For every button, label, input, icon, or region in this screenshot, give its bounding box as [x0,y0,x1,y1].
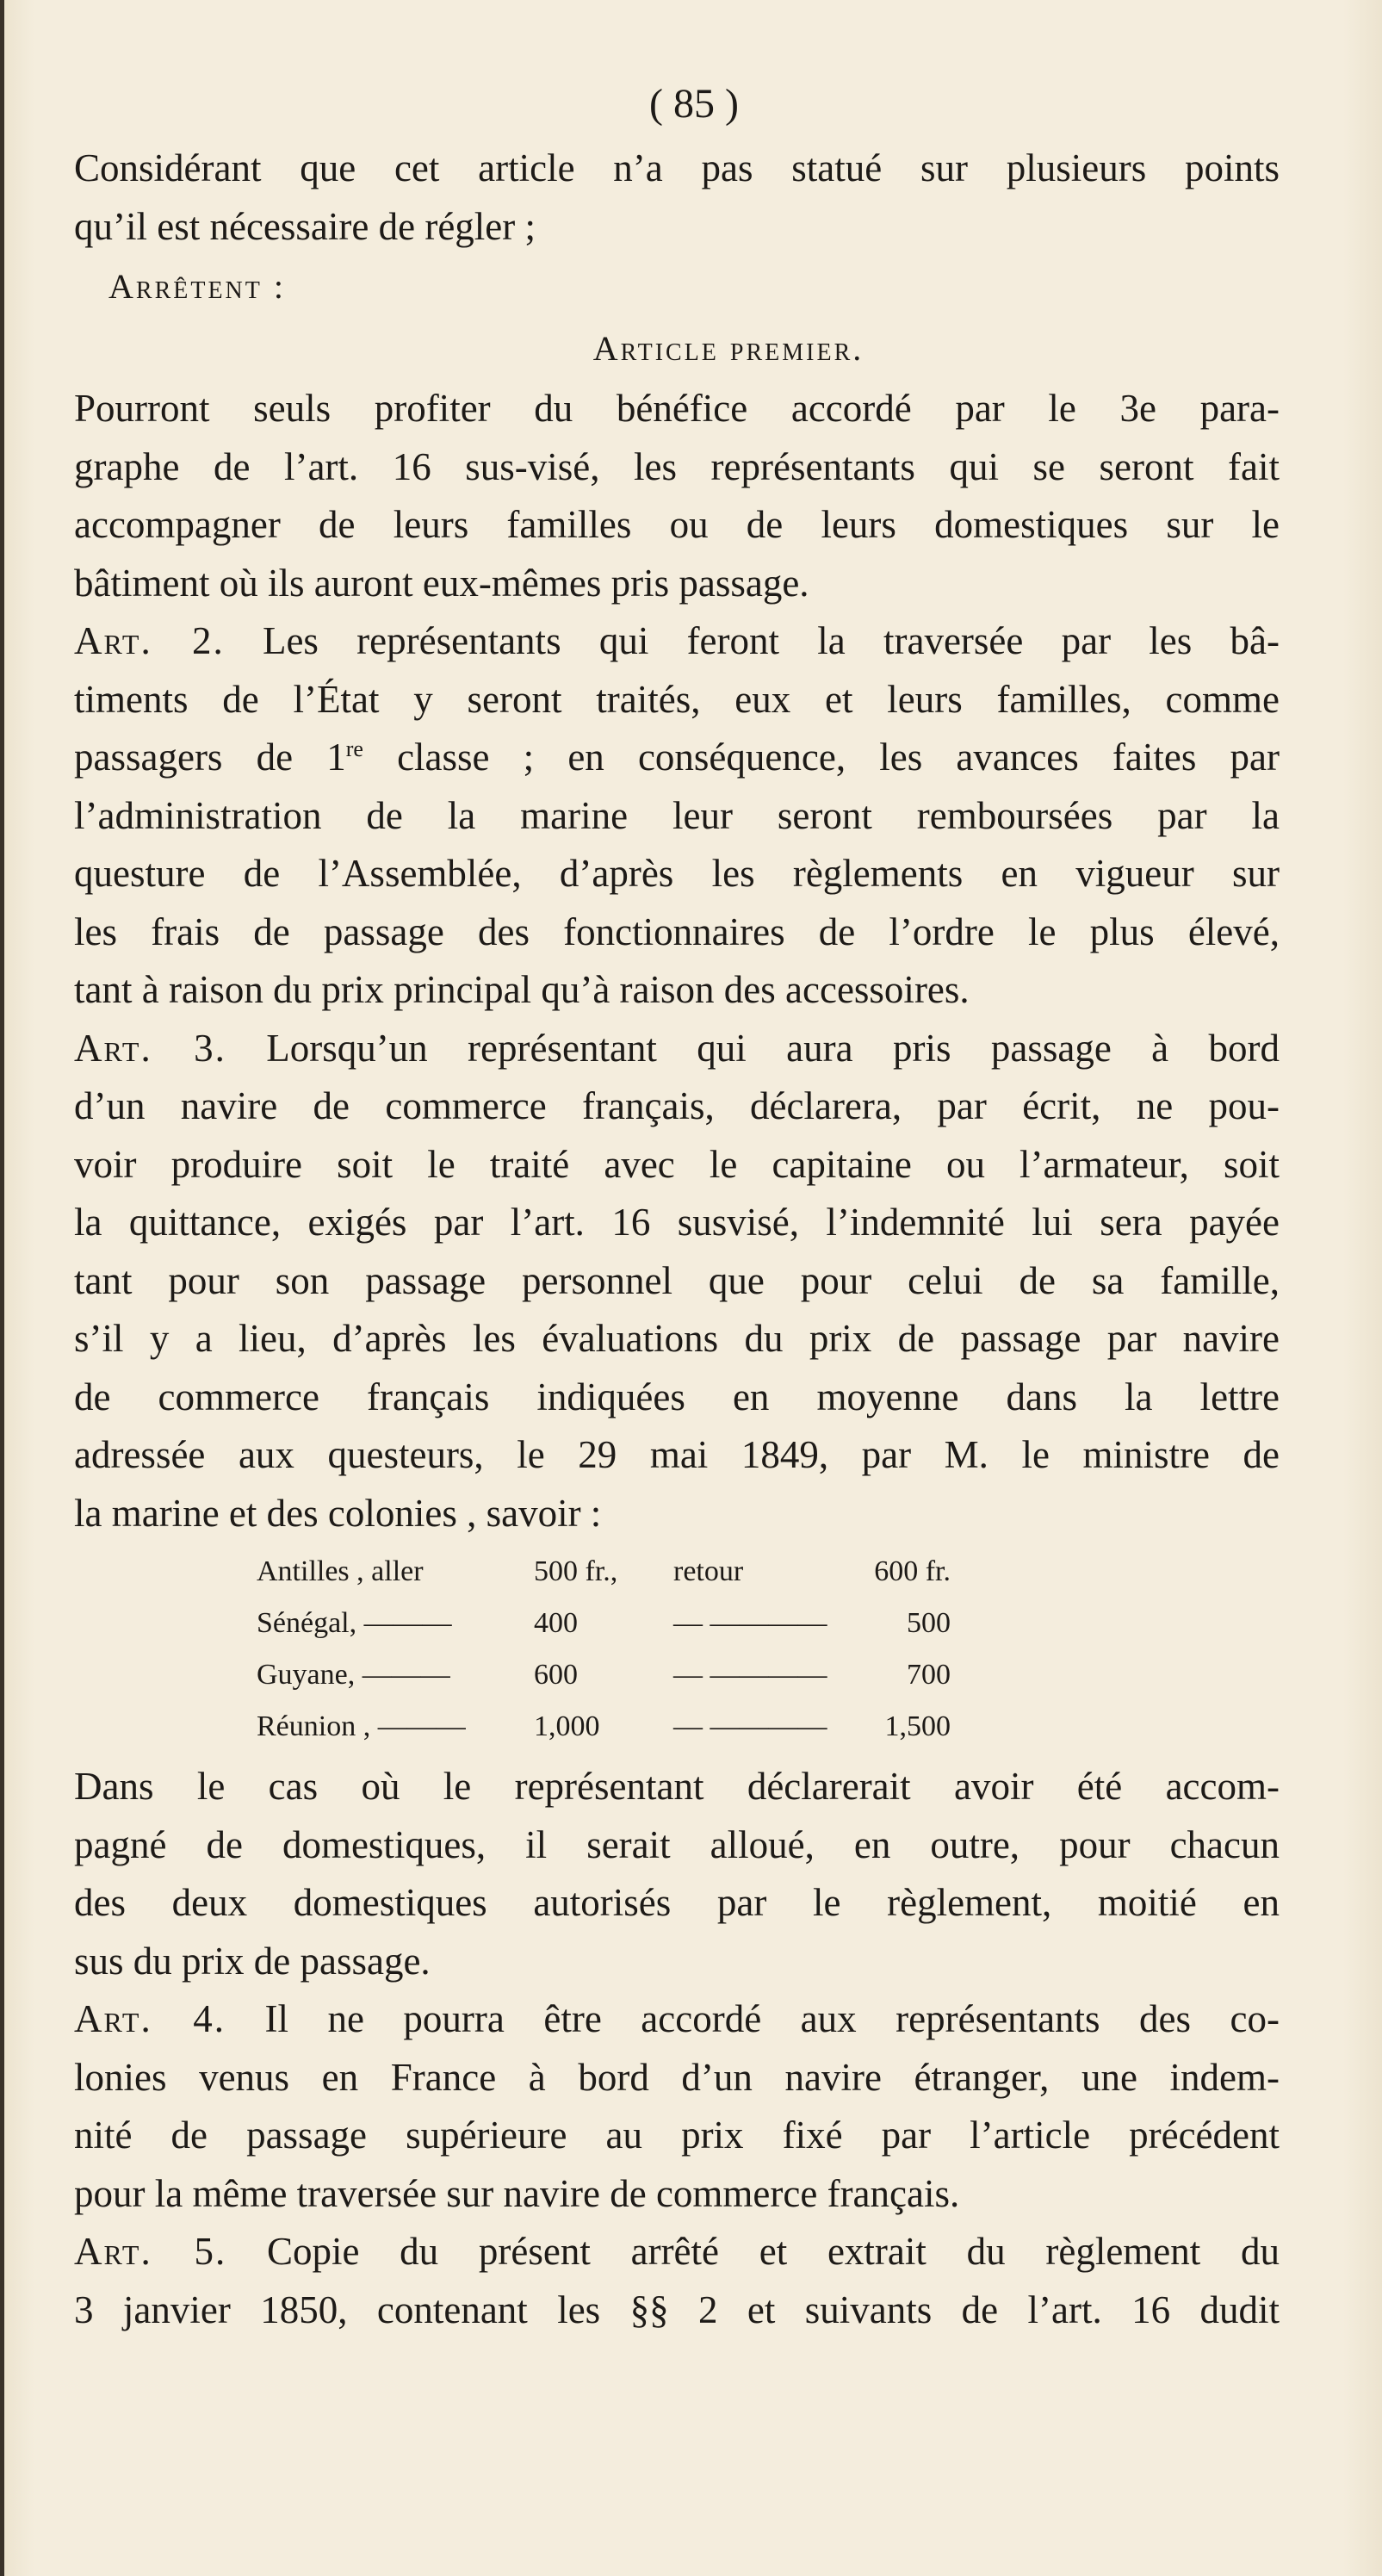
art3-line: adressée aux questeurs, le 29 mai 1849, par M. le ministre de [74,1433,1280,1476]
art2-label: Art. 2. [74,619,225,662]
art3-line: d’un navire de commerce français, déclarera, par écrit, ne pou- [74,1084,1280,1127]
fare-outbound: 500 fr., [534,1555,618,1587]
fare-return-label: — ———— [673,1659,827,1691]
fare-row [257,1701,970,1753]
art3-line [74,1020,1280,1078]
decree-word: Arrêtent : [108,267,286,306]
art4-line: nité de passage supérieure au prix fixé par l’article précédent [74,2114,1280,2157]
fare-return: 1,500 [884,1710,951,1742]
art2-line: les frais de passage des fonctionnaires de l’ordre le plus élevé, [74,909,1280,953]
art4-line: pour la même traversée sur navire de commerce français. [74,2171,960,2215]
art5-line [74,2223,1280,2281]
art2-text: classe ; en conséquence, les avances faites par [363,736,1280,779]
fare-return-label: — ———— [673,1710,827,1742]
art4-line [74,1990,1280,2049]
art1-line: accompagner de leurs familles ou de leurs domestiques sur le [74,503,1280,546]
servants-line: des deux domestiques autorisés par le règlement, moitié en [74,1881,1280,1924]
art2-line: l’administration de la marine leur seront remboursées par la [74,793,1280,837]
fare-table [257,1546,970,1753]
fare-outbound: 600 [534,1659,578,1691]
intro-line: qu’il est nécessaire de régler ; [74,204,536,248]
art3-line: voir produire soit le traité avec le capitaine ou l’armateur, soit [74,1142,1280,1186]
art3-line: la quittance, exigés par l’art. 16 susvisé, l’indemnité lui sera payée [74,1201,1280,1244]
art3-label: Art. 3. [74,1026,226,1070]
art2-text: passagers de 1 [74,736,346,779]
fare-destination: Antilles , aller [257,1555,424,1587]
art3-line: s’il y a lieu, d’après les évaluations du prix de passage par navire [74,1317,1280,1360]
art2-line: timents de l’État y seront traités, eux et leurs familles, comme [74,677,1280,721]
fare-return-label: retour [673,1555,744,1587]
fare-return: 700 [907,1659,951,1691]
fare-outbound: 1,000 [534,1710,600,1742]
page-edge [0,0,4,2576]
fare-row [257,1598,970,1649]
art5-text: Copie du présent arrêté et extrait du règlement du [226,2230,1280,2273]
fare-destination: Guyane, ——— [257,1659,450,1691]
art2-line [74,729,1280,787]
superscript: re [345,736,363,761]
fare-row [257,1649,970,1701]
art3-line: tant pour son passage personnel que pour celui de sa famille, [74,1258,1280,1302]
fare-destination: Sénégal, ——— [257,1607,452,1639]
art3-text: Lorsqu’un représentant qui aura pris passage à bord [226,1026,1280,1070]
art4-label: Art. 4. [74,1997,226,2040]
art4-line: lonies venus en France à bord d’un navire étranger, une indem- [74,2055,1280,2099]
fare-row [257,1546,970,1598]
servants-line: Dans le cas où le représentant déclarerait avoir été accom- [74,1765,1280,1808]
fare-destination: Réunion , ——— [257,1710,466,1742]
art1-line: graphe de l’art. 16 sus-visé, les représentants qui se seront fait [74,444,1280,488]
fare-return-label: — ———— [673,1607,827,1639]
art2-line: questure de l’Assemblée, d’après les règlements en vigueur sur [74,852,1280,895]
art1-line: Pourront seuls profiter du bénéfice accordé par le 3e para- [74,387,1280,430]
article-heading: Article premier. [592,329,865,368]
art3-line: de commerce français indiquées en moyenne dans la lettre [74,1375,1280,1418]
art1-line: bâtiment où ils auront eux-mêmes pris passage. [74,561,809,605]
art4-text: Il ne pourra être accordé aux représentants des co- [225,1997,1280,2040]
servants-line: pagné de domestiques, il serait alloué, en outre, pour chacun [74,1822,1280,1866]
art3-line: la marine et des colonies , savoir : [74,1491,602,1535]
art5-line: 3 janvier 1850, contenant les §§ 2 et suivants de l’art. 16 dudit [74,2287,1280,2331]
text-block [74,69,1280,2339]
art2-line: tant à raison du prix principal qu’à raison des accessoires. [74,968,970,1011]
page-number: ( 85 ) [649,81,739,127]
fare-return: 500 [907,1607,951,1639]
servants-line: sus du prix de passage. [74,1939,431,1983]
art2-text: Les représentants qui feront la traversée par les bâ- [224,619,1280,662]
art5-label: Art. 5. [74,2230,227,2273]
intro-line: Considérant que cet article n’a pas statué sur plusieurs points [74,146,1280,189]
art2-line [74,612,1280,671]
fare-return: 600 fr. [874,1555,951,1587]
fare-outbound: 400 [534,1607,578,1639]
